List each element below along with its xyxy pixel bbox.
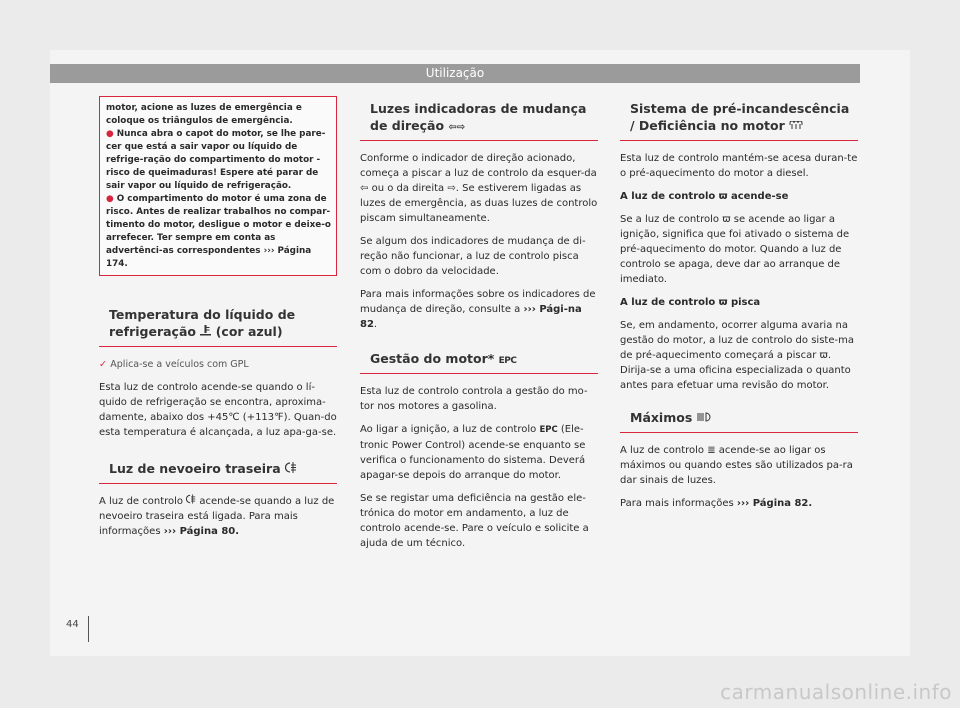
bullet-icon: ● — [106, 129, 117, 139]
turn-right-icon: ⇨ — [456, 122, 466, 133]
epc-text-2: Ao ligar a ignição, a luz de controlo EPC (Ele-tronic Power Control) acende-se enquanto se verifica o funcionamento do sistema. Deverá apagar-se depois do arranque do motor. — [360, 424, 586, 481]
turn-right-icon: ⇨ — [447, 183, 456, 194]
section-title-high-beam: Máximos — [620, 405, 858, 433]
warning-link[interactable]: ››› Página 174. — [106, 246, 312, 269]
rear-fog-light-icon — [285, 462, 297, 476]
page-link[interactable]: ››› Página 82. — [736, 498, 813, 509]
coolant-text: Esta luz de controlo acende-se quando o lí-quido de refrigeração se encontra, aproxima-damente, abaixo dos +45℃ (+113℉). Quan-do esta temperatura é alcançada, a luz apa-ga-se. — [99, 382, 337, 438]
warning-line: ● O compartimento do motor é uma zona de risco. Antes de realizar trabalhos no compar-timento do motor, desligue o motor e deixe-o arrefecer. Ter sempre em conta as advertênci-as correspondentes ››› Página 174. — [106, 194, 331, 269]
glow-text-3: Se, em andamento, ocorrer alguma avaria na gestão do motor, a luz de controlo do siste-ma de pré-aquecimento começará a piscar ϖ. Dirija-se a uma oficina especializada o quanto antes para efetuar uma revisão do motor. — [620, 320, 854, 391]
page-link[interactable]: ››› Página 80. — [163, 526, 240, 537]
glow-subheading-2: A luz de controlo ϖ pisca — [620, 297, 761, 308]
rear-fog-light-icon — [186, 494, 196, 507]
page-link[interactable]: ››› Pági-na 82 — [360, 304, 582, 330]
turn-left-icon: ⇦ — [448, 122, 457, 133]
warning-box — [99, 96, 337, 276]
page-header: Utilização — [50, 64, 860, 83]
high-beam-icon — [697, 412, 711, 425]
applies-note: ✓ Aplica-se a veículos com GPL — [99, 359, 249, 370]
bullet-icon: ● — [106, 194, 117, 204]
section-title-glow-plug: Sistema de pré-incandescência / Deficiência no motor — [620, 96, 858, 141]
footer-divider — [88, 616, 89, 642]
column-3 — [620, 96, 858, 519]
epc-text-3: Se se registar uma deficiência na gestão ele-trónica do motor em andamento, a luz de controlo acende-se. Pare o veículo e solicite a ajuda de um técnico. — [360, 493, 589, 549]
turn-text-1: Conforme o indicador de direção acionado, começa a piscar a luz de controlo da esquer-da ⇦ ou o da direita ⇨. Se estiverem ligadas as luzes de emergência, as duas luzes de controlo piscam simultaneamente. — [360, 153, 598, 224]
column-2 — [360, 96, 598, 559]
glow-subheading-1: A luz de controlo ϖ acende-se — [620, 191, 789, 202]
rear-fog-text: A luz de controlo acende-se quando a luz de nevoeiro traseira está ligada. Para mais informações ››› Página 80. — [99, 496, 335, 537]
warning-line: motor, acione as luzes de emergência e coloque os triângulos de emergência. — [106, 103, 302, 126]
glow-plug-icon: ϖ — [718, 297, 728, 308]
glow-plug-icon: ϖ — [718, 191, 728, 202]
glow-plug-icon — [789, 121, 803, 133]
watermark: carmanualsonline.info — [720, 680, 952, 704]
high-beam-text-1: A luz de controlo ≣ acende-se ao ligar os máximos ou quando estes são utilizados pa-ra dar sinais de luzes. — [620, 445, 853, 486]
section-title-epc: Gestão do motor* EPC — [360, 346, 598, 374]
section-title-coolant: Temperatura do líquido de refrigeração (cor azul) — [99, 302, 337, 347]
turn-left-icon: ⇦ — [360, 183, 369, 194]
glow-plug-icon: ϖ — [819, 350, 828, 361]
epc-icon: EPC — [498, 356, 517, 366]
turn-text-3: Para mais informações sobre os indicadores de mudança de direção, consulte a ››› Pági-na 82. — [360, 289, 596, 330]
coolant-temperature-icon — [200, 325, 211, 339]
column-1 — [99, 96, 337, 547]
glow-plug-icon: ϖ — [722, 214, 731, 225]
epc-icon: EPC — [539, 425, 558, 435]
section-title-rear-fog: Luz de nevoeiro traseira — [99, 456, 337, 484]
glow-text-2: Se a luz de controlo ϖ se acende ao ligar a ignição, significa que foi ativado o sistema de pré-aquecimento do motor. Quando a luz de controlo se apaga, deve dar ao arranque de imediato. — [620, 214, 850, 285]
high-beam-icon: ≣ — [707, 445, 716, 456]
check-icon: ✓ — [99, 359, 111, 370]
high-beam-text-2: Para mais informações ››› Página 82. — [620, 498, 813, 509]
page-number: 44 — [66, 619, 79, 630]
section-title-turn-signals: Luzes indicadoras de mudança de direção ⇦⇨ — [360, 96, 598, 141]
turn-text-2: Se algum dos indicadores de mudança de di-reção não funcionar, a luz de controlo pisca com o dobro da velocidade. — [360, 236, 586, 277]
glow-text-1: Esta luz de controlo mantém-se acesa duran-te o pré-aquecimento do motor a diesel. — [620, 153, 858, 179]
warning-line: ● Nunca abra o capot do motor, se lhe pare-cer que está a sair vapor ou líquido de refrige-ração do compartimento do motor - risco de queimaduras! Espere até parar de sair vapor ou líquido de refrigeração. — [106, 129, 326, 191]
epc-text-1: Esta luz de controlo controla a gestão do mo-tor nos motores a gasolina. — [360, 386, 588, 412]
